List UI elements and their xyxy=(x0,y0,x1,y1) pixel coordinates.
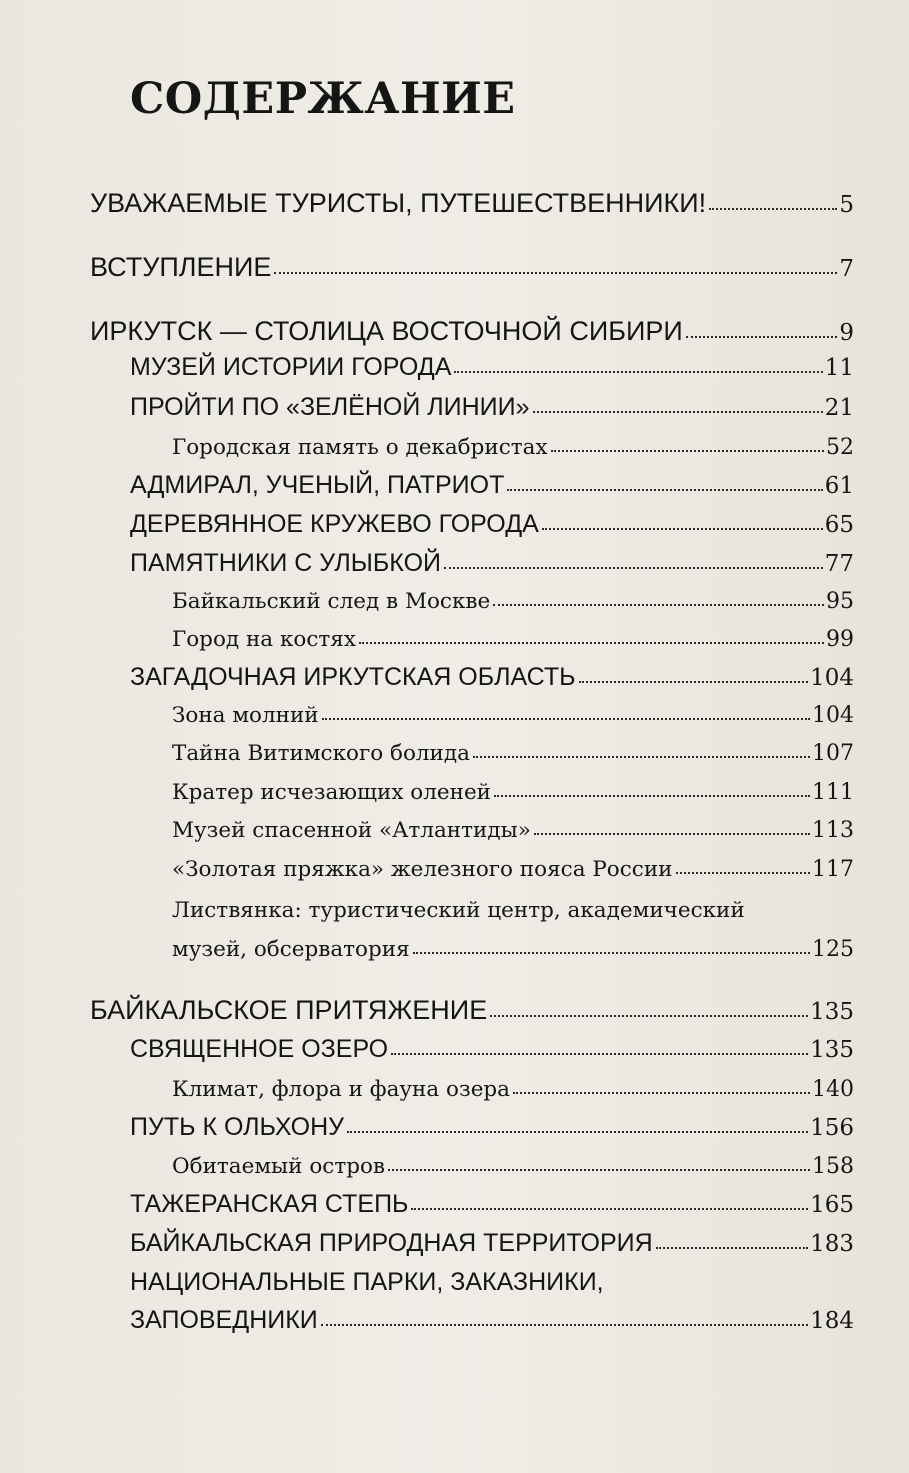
toc-entry-page: 9 xyxy=(839,320,854,346)
dot-leader xyxy=(359,642,824,644)
toc-entry-title: ПУТЬ К ОЛЬХОНУ xyxy=(130,1113,345,1141)
toc-entry xyxy=(90,995,854,1026)
dot-leader xyxy=(274,272,837,274)
toc-entry xyxy=(172,703,854,728)
toc-entry-page: 156 xyxy=(810,1115,854,1141)
toc-entry-title: СВЯЩЕННОЕ ОЗЕРО xyxy=(130,1035,389,1063)
dot-leader xyxy=(388,1169,810,1171)
toc-entry-title: Зона молний xyxy=(172,703,319,728)
toc-entry-title: Обитаемый остров xyxy=(172,1154,386,1179)
toc-entry-page: 21 xyxy=(824,395,854,421)
dot-leader xyxy=(513,1092,810,1094)
toc-entry-page: 104 xyxy=(812,703,854,728)
toc-entry-page: 104 xyxy=(810,665,854,691)
toc-entry-title: Тайна Витимского болида xyxy=(172,741,470,766)
dot-leader xyxy=(322,718,810,720)
dot-leader xyxy=(709,208,837,210)
toc-entry-title: АДМИРАЛ, УЧЕНЫЙ, ПАТРИОТ xyxy=(130,471,505,499)
toc-entry xyxy=(130,1190,854,1219)
toc-entry-page: 52 xyxy=(826,435,854,460)
toc-entry xyxy=(130,663,854,692)
toc-entry xyxy=(130,393,854,422)
toc-entry-title: ВСТУПЛЕНИЕ xyxy=(90,252,272,282)
dot-leader xyxy=(493,604,824,606)
dot-leader xyxy=(347,1131,808,1133)
dot-leader xyxy=(579,681,809,683)
toc-entry-page: 140 xyxy=(812,1077,854,1102)
toc-entry-title: ДЕРЕВЯННОЕ КРУЖЕВО ГОРОДА xyxy=(130,510,539,538)
dot-leader xyxy=(533,411,823,413)
toc-entry-page: 7 xyxy=(839,256,854,282)
toc-entry xyxy=(172,937,854,962)
toc-entry-title: Байкальский след в Москве xyxy=(172,589,491,614)
toc-entry xyxy=(172,857,854,882)
toc-entry xyxy=(90,188,854,219)
dot-leader xyxy=(507,489,822,491)
toc-entry-title: Климат, флора и фауна озера xyxy=(172,1077,510,1102)
dot-leader xyxy=(686,336,838,338)
toc-entry-title: БАЙКАЛЬСКОЕ ПРИТЯЖЕНИЕ xyxy=(90,995,488,1025)
toc-entry-title: Городская память о декабристах xyxy=(172,435,548,460)
dot-leader xyxy=(473,756,810,758)
toc-entry-title: музей, обсерватория xyxy=(172,937,410,962)
toc-entry-title: ЗАГАДОЧНАЯ ИРКУТСКАЯ ОБЛАСТЬ xyxy=(130,663,576,691)
toc-entry xyxy=(172,741,854,766)
dot-leader xyxy=(411,1208,808,1210)
dot-leader xyxy=(656,1247,808,1249)
toc-entry-title: БАЙКАЛЬСКАЯ ПРИРОДНАЯ ТЕРРИТОРИЯ xyxy=(130,1229,653,1257)
toc-entry xyxy=(130,353,854,382)
dot-leader xyxy=(494,795,810,797)
toc-entry xyxy=(172,435,854,460)
dot-leader xyxy=(391,1053,808,1055)
toc-entry-page: 125 xyxy=(812,937,854,962)
toc-entry-title: Музей спасенной «Атлантиды» xyxy=(172,818,531,843)
toc-entry-page: 183 xyxy=(810,1231,854,1257)
dot-leader xyxy=(321,1324,808,1326)
toc-entry-page: 99 xyxy=(826,627,854,652)
toc-entry xyxy=(172,589,854,614)
toc-entry-title: УВАЖАЕМЫЕ ТУРИСТЫ, ПУТЕШЕСТВЕННИКИ! xyxy=(90,188,707,218)
toc-entry-page: 11 xyxy=(824,355,854,381)
toc-entry-title: Кратер исчезающих оленей xyxy=(172,780,491,805)
toc-entry xyxy=(130,1035,854,1064)
toc-entry-title: «Золотая пряжка» железного пояса России xyxy=(172,857,673,882)
dot-leader xyxy=(534,833,810,835)
dot-leader xyxy=(444,567,823,569)
toc-entry xyxy=(172,780,854,805)
toc-entry-title-line1: Листвянка: туристический центр, академический xyxy=(172,898,745,923)
toc-entry-page: 135 xyxy=(810,1037,854,1063)
dot-leader xyxy=(676,872,811,874)
toc-entry-page: 113 xyxy=(812,818,854,843)
toc-entry xyxy=(90,316,854,347)
toc-entry-page: 5 xyxy=(839,192,854,218)
toc-entry xyxy=(172,818,854,843)
toc-entry xyxy=(130,1229,854,1258)
toc-entry xyxy=(130,510,854,539)
toc-entry-page: 165 xyxy=(810,1192,854,1218)
toc-entry xyxy=(172,1154,854,1179)
toc-entry-title: ИРКУТСК — СТОЛИЦА ВОСТОЧНОЙ СИБИРИ xyxy=(90,316,683,346)
toc-entry-page: 158 xyxy=(812,1154,854,1179)
toc-entry-title: ПРОЙТИ ПО «ЗЕЛЁНОЙ ЛИНИИ» xyxy=(130,393,530,421)
toc-entry-page: 61 xyxy=(824,473,854,499)
toc-entry xyxy=(172,1077,854,1102)
toc-entry-page: 95 xyxy=(826,589,854,614)
toc-entry-title: ПАМЯТНИКИ С УЛЫБКОЙ xyxy=(130,549,441,577)
toc-entry-title: ЗАПОВЕДНИКИ xyxy=(130,1306,318,1334)
toc-entry-page: 135 xyxy=(810,999,854,1025)
toc-entry-title: Город на костях xyxy=(172,627,356,652)
toc-entry-page: 117 xyxy=(812,857,854,882)
dot-leader xyxy=(490,1015,808,1017)
toc-entry-page: 111 xyxy=(812,780,854,805)
toc-entry-page: 77 xyxy=(824,551,854,577)
toc-entry-page: 65 xyxy=(824,512,854,538)
toc-entry xyxy=(90,252,854,283)
dot-leader xyxy=(542,528,823,530)
dot-leader xyxy=(551,450,824,452)
toc-entry-title-line1: НАЦИОНАЛЬНЫЕ ПАРКИ, ЗАКАЗНИКИ, xyxy=(130,1268,604,1296)
toc-entry-title: МУЗЕЙ ИСТОРИИ ГОРОДА xyxy=(130,353,452,381)
dot-leader xyxy=(454,371,822,373)
toc-entry xyxy=(130,1113,854,1142)
toc-entry xyxy=(130,471,854,500)
toc-entry-page: 107 xyxy=(812,741,854,766)
toc-entry xyxy=(130,1306,854,1335)
toc-entry xyxy=(130,549,854,578)
page-title: СОДЕРЖАНИЕ xyxy=(130,74,516,124)
toc-entry-title: ТАЖЕРАНСКАЯ СТЕПЬ xyxy=(130,1190,409,1218)
toc-entry-page: 184 xyxy=(810,1308,854,1334)
dot-leader xyxy=(413,952,810,954)
toc-entry xyxy=(172,627,854,652)
